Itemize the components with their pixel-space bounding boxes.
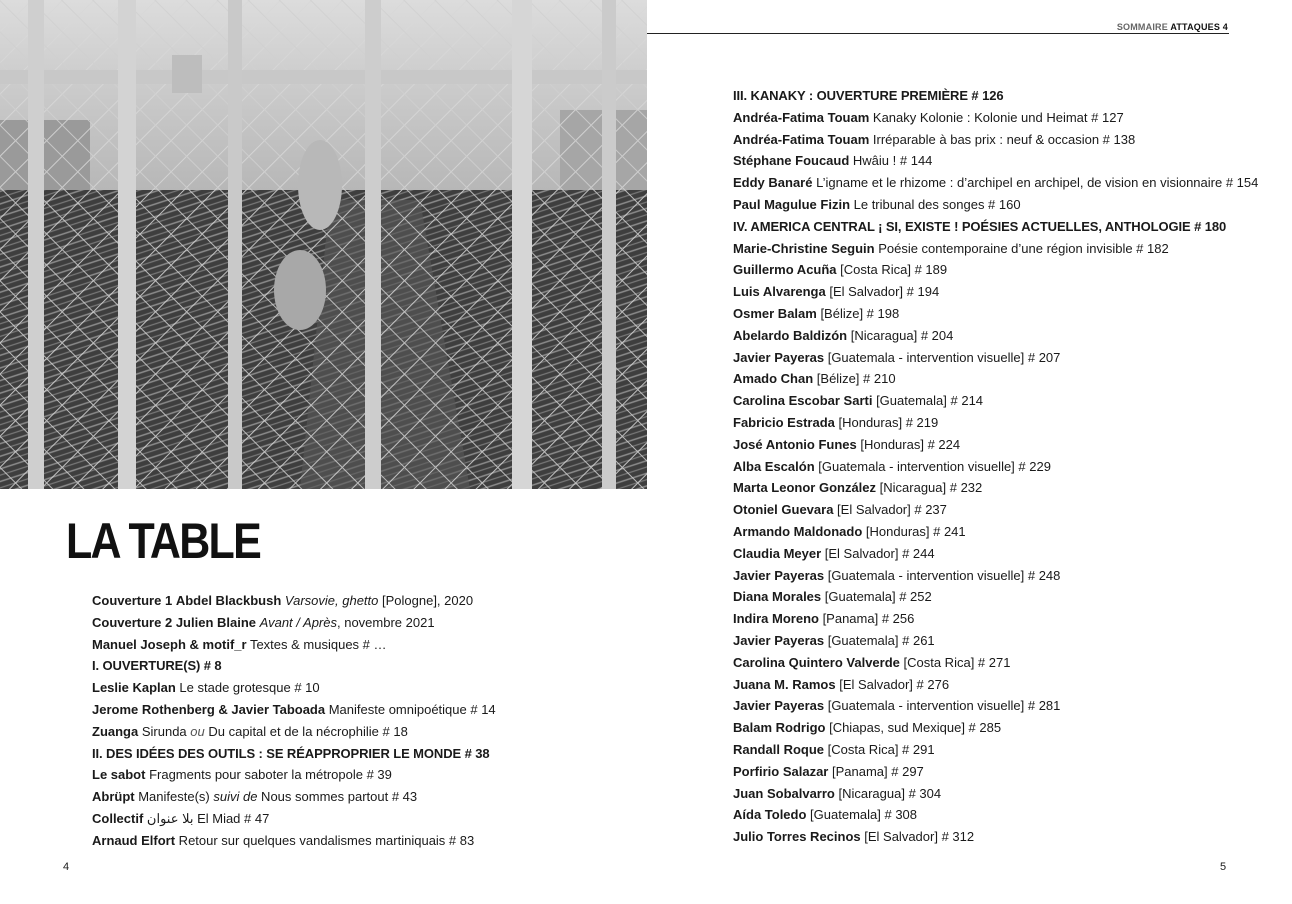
author: Julien Blaine <box>175 614 257 630</box>
author: Porfirio Salazar <box>733 763 829 779</box>
author: Eddy Banaré <box>733 175 813 191</box>
toc-row <box>733 652 1258 674</box>
author: Abelardo Baldizón <box>733 327 848 343</box>
cover-label: Couverture 1 <box>92 593 173 608</box>
running-head <box>1117 22 1228 32</box>
entry-text: [Panama] # 297 <box>828 763 924 779</box>
running-head-part1: SOMMAIRE <box>1116 22 1168 32</box>
toc-row <box>733 608 1258 630</box>
author: Diana Morales <box>733 589 822 605</box>
entry-text: [Costa Rica] # 271 <box>899 654 1011 670</box>
entry-text: [Nicaragua] # 304 <box>834 785 942 801</box>
author: Le sabot <box>92 767 146 783</box>
entry-text: [Guatemala - intervention visuelle] # 281 <box>824 698 1061 714</box>
entry-text: Textes & musiques # … <box>246 636 387 652</box>
author: Abrüpt <box>92 789 135 805</box>
toc-row <box>733 107 1258 129</box>
entry-text: Le tribunal des songes # 160 <box>850 196 1021 212</box>
entry-text: [Honduras] # 224 <box>856 436 961 452</box>
author: Javier Payeras <box>733 567 825 583</box>
entry-text: [El Salvador] # 244 <box>821 545 935 561</box>
author: Claudia Meyer <box>733 545 822 561</box>
entry-text: [Nicaragua] # 204 <box>847 327 954 343</box>
author: Luis Alvarenga <box>733 284 826 300</box>
entry-text: Kanaky Kolonie : Kolonie und Heimat # 127 <box>869 109 1124 125</box>
toc-row <box>733 150 1258 172</box>
conjunction: ou <box>190 723 205 739</box>
entry-text: L’igname et le rhizome : d’archipel en archipel, de vision en visionnaire # 154 <box>812 175 1259 191</box>
toc-row-abrupt <box>92 786 496 808</box>
running-head-number: 4 <box>1222 22 1228 32</box>
page-number-right: 5 <box>1220 861 1227 873</box>
toc-row-zuanga <box>92 721 496 743</box>
author: Manuel Joseph & motif_r <box>92 636 247 652</box>
toc-row-kaplan <box>92 677 496 699</box>
author: Carolina Escobar Sarti <box>733 393 873 409</box>
running-head-rule <box>647 33 1229 34</box>
entry-text: [El Salvador] # 194 <box>825 284 940 300</box>
section-heading-3: III. KANAKY : OUVERTURE PREMIÈRE # 126 <box>733 88 1004 103</box>
arabic-title: بلا عنوان <box>143 810 198 826</box>
author: Juan Sobalvarro <box>733 785 835 801</box>
entry-text: [Costa Rica] # 189 <box>836 262 948 278</box>
work-title: Avant / Après <box>259 614 337 630</box>
toc-row <box>733 499 1258 521</box>
toc-row-sabot <box>92 764 496 786</box>
author: Aída Toledo <box>733 807 807 823</box>
toc-row <box>733 368 1258 390</box>
toc-row <box>733 390 1258 412</box>
entry-text: Hwâiu ! # 144 <box>849 153 933 169</box>
entry-text: [Guatemala] # 252 <box>821 589 932 605</box>
entry-text: [Guatemala] # 214 <box>872 393 984 409</box>
toc-row <box>733 630 1258 652</box>
toc-row <box>733 826 1258 848</box>
toc-row-cover2 <box>92 612 496 634</box>
entry-text: Poésie contemporaine d’une région invisible # 182 <box>874 240 1169 256</box>
entry-text: [Honduras] # 219 <box>834 414 939 430</box>
entry-text: [Bélize] # 198 <box>816 305 900 321</box>
toc-row <box>733 521 1258 543</box>
toc-row <box>733 565 1258 587</box>
entry-text: [Guatemala] # 261 <box>824 632 935 648</box>
section-3-entries <box>733 107 1258 216</box>
entry-text: [Guatemala - intervention visuelle] # 207 <box>824 349 1061 365</box>
entry-text: Sirunda <box>138 723 191 739</box>
toc-row <box>733 717 1258 739</box>
toc-row-intro <box>92 634 496 656</box>
author: Amado Chan <box>733 371 814 387</box>
author: Marie-Christine Seguin <box>733 240 875 256</box>
toc-row <box>733 303 1258 325</box>
work-title: Varsovie, ghetto <box>284 593 379 608</box>
author: Javier Payeras <box>733 349 825 365</box>
entry-text: [Guatemala] # 308 <box>806 807 918 823</box>
page-title: LA TABLE <box>66 513 261 569</box>
left-toc <box>92 590 496 852</box>
running-head-part2: ATTAQUES <box>1170 22 1221 32</box>
author: Otoniel Guevara <box>733 502 834 518</box>
author: Abdel Blackbush <box>175 593 282 608</box>
toc-row <box>733 347 1258 369</box>
toc-row <box>733 172 1258 194</box>
author: Marta Leonor González <box>733 480 877 496</box>
entry-text: [Bélize] # 210 <box>813 371 896 387</box>
toc-row <box>733 325 1258 347</box>
cover-photo <box>0 0 647 489</box>
entry-text: [Guatemala - intervention visuelle] # 248 <box>824 567 1061 583</box>
toc-row <box>733 739 1258 761</box>
section-heading-1: I. OUVERTURE(S) # 8 <box>92 658 222 674</box>
author: Andréa-Fatima Touam <box>733 131 870 147</box>
section-heading-2: II. DES IDÉES DES OUTILS : SE RÉAPPROPRIER LE MONDE # 38 <box>92 745 490 761</box>
entry-text: [Nicaragua] # 232 <box>876 480 983 496</box>
author: Alba Escalón <box>733 458 815 474</box>
toc-row-collectif <box>92 808 496 830</box>
author: Osmer Balam <box>733 305 817 321</box>
entry-text: Manifeste omnipoétique # 14 <box>325 701 496 717</box>
author: Fabricio Estrada <box>733 414 835 430</box>
toc-row <box>733 281 1258 303</box>
author: Arnaud Elfort <box>92 832 176 848</box>
toc-row <box>733 674 1258 696</box>
author: José Antonio Funes <box>733 436 857 452</box>
entry-text: [Honduras] # 241 <box>862 523 966 539</box>
entry-text: [El Salvador] # 312 <box>860 829 975 845</box>
right-toc <box>733 85 1258 848</box>
entry-text: , novembre 2021 <box>336 614 435 630</box>
entry-text: [El Salvador] # 237 <box>833 502 947 518</box>
toc-row-cover1 <box>92 590 496 612</box>
author: Juana M. Ramos <box>733 676 836 692</box>
toc-row <box>733 259 1258 281</box>
toc-row <box>733 129 1258 151</box>
author: Carolina Quintero Valverde <box>733 654 900 670</box>
author: Julio Torres Recinos <box>733 829 861 845</box>
toc-row <box>733 412 1258 434</box>
author: Andréa-Fatima Touam <box>733 109 870 125</box>
fence-railway-photo-icon <box>0 0 647 489</box>
entry-text: Manifeste(s) <box>134 789 214 805</box>
entry-text: [Pologne], 2020 <box>378 593 474 608</box>
toc-row <box>733 695 1258 717</box>
author: Zuanga <box>92 723 139 739</box>
entry-text: Le stade grotesque # 10 <box>175 680 320 696</box>
cover-label: Couverture 2 <box>92 614 173 630</box>
author: Randall Roque <box>733 741 825 757</box>
entry-text: El Miad # 47 <box>197 810 270 826</box>
entry-text: Irréparable à bas prix : neuf & occasion # 138 <box>869 131 1136 147</box>
entry-text: [Chiapas, sud Mexique] # 285 <box>825 720 1002 736</box>
author: Paul Magulue Fizin <box>733 196 851 212</box>
toc-row-elfort <box>92 830 496 852</box>
toc-row <box>733 804 1258 826</box>
entry-text: Du capital et de la nécrophilie # 18 <box>204 723 408 739</box>
toc-row <box>733 543 1258 565</box>
toc-row-rothenberg <box>92 699 496 721</box>
toc-row <box>733 586 1258 608</box>
entry-text: [Costa Rica] # 291 <box>824 741 935 757</box>
toc-row <box>733 194 1258 216</box>
conjunction: suivi de <box>213 789 258 805</box>
author: Leslie Kaplan <box>92 680 176 696</box>
toc-row <box>733 456 1258 478</box>
author: Indira Moreno <box>733 611 819 627</box>
entry-text: Retour sur quelques vandalismes martiniquais # 83 <box>175 832 475 848</box>
author: Collectif <box>92 810 144 826</box>
author: Javier Payeras <box>733 632 825 648</box>
entry-text: Nous sommes partout # 43 <box>257 789 418 805</box>
page-number-left: 4 <box>63 861 70 873</box>
author: Stéphane Foucaud <box>733 153 850 169</box>
section-heading-4: IV. AMERICA CENTRAL ¡ SI, EXISTE ! POÉSIES ACTUELLES, ANTHOLOGIE # 180 <box>733 218 1227 234</box>
entry-text: [Panama] # 256 <box>818 611 915 627</box>
toc-row <box>733 477 1258 499</box>
toc-row <box>733 761 1258 783</box>
author: Armando Maldonado <box>733 523 863 539</box>
author: Guillermo Acuña <box>733 262 837 278</box>
toc-row <box>733 783 1258 805</box>
toc-row <box>733 434 1258 456</box>
entry-text: [El Salvador] # 276 <box>835 676 950 692</box>
entry-text: [Guatemala - intervention visuelle] # 229 <box>814 458 1051 474</box>
toc-row <box>733 238 1258 260</box>
author: Balam Rodrigo <box>733 720 826 736</box>
section-4-entries <box>733 238 1258 848</box>
author: Javier Payeras <box>733 698 825 714</box>
author: Jerome Rothenberg & Javier Taboada <box>92 701 326 717</box>
entry-text: Fragments pour saboter la métropole # 39 <box>145 767 392 783</box>
